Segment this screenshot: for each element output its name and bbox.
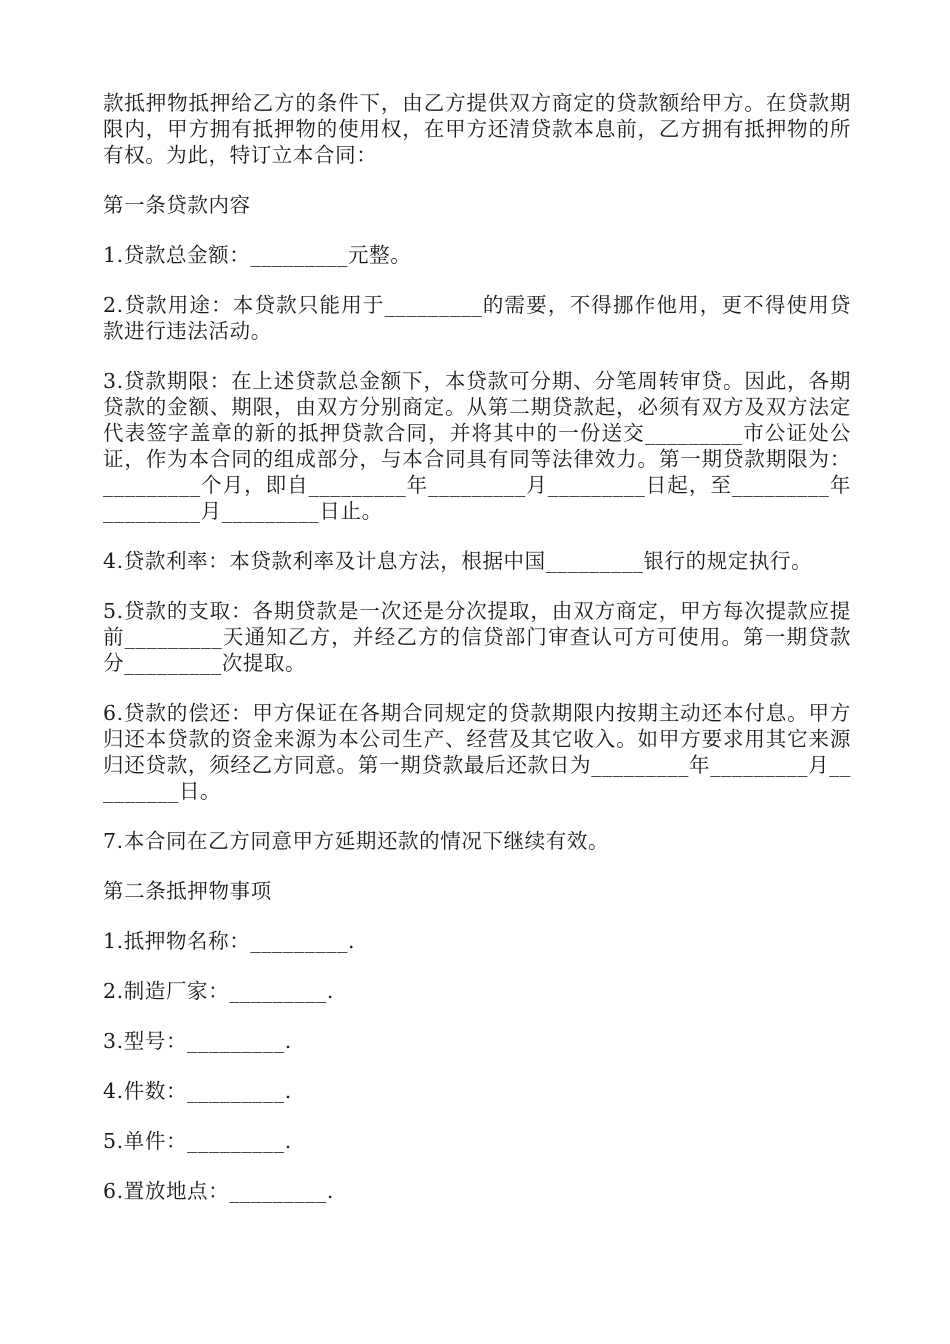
clause-loan-purpose: 2.贷款用途：本贷款只能用于_________的需要，不得挪作他用，更不得使用贷款进行违法活动。 bbox=[103, 293, 851, 343]
collateral-quantity: 4.件数：_________. bbox=[103, 1079, 292, 1103]
clause-loan-withdrawal: 5.贷款的支取：各期贷款是一次还是分次提取，由双方商定，甲方每次提款应提前_________天通知乙方，并经乙方的信贷部门审查认可方可使用。第一期贷款分_________次提取。 bbox=[103, 599, 851, 675]
clause-extension-validity: 7.本合同在乙方同意甲方延期还款的情况下继续有效。 bbox=[103, 829, 610, 853]
clause-total-amount: 1.贷款总金额：_________元整。 bbox=[103, 243, 412, 267]
section-heading-loan-content: 第一条贷款内容 bbox=[103, 193, 251, 217]
collateral-model: 3.型号：_________. bbox=[103, 1029, 292, 1053]
clause-loan-repayment: 6.贷款的偿还：甲方保证在各期合同规定的贷款期限内按期主动还本付息。甲方归还本贷款的资金来源为本公司生产、经营及其它收入。如甲方要求用其它来源归还贷款，须经乙方同意。第一期贷款最后还款日为_________年_________月_________日。 bbox=[103, 701, 851, 803]
clause-interest-rate: 4.贷款利率：本贷款利率及计息方法，根据中国_________银行的规定执行。 bbox=[103, 549, 813, 573]
collateral-location: 6.置放地点：_________. bbox=[103, 1179, 335, 1203]
section-heading-collateral: 第二条抵押物事项 bbox=[103, 879, 272, 903]
intro-paragraph: 款抵押物抵押给乙方的条件下，由乙方提供双方商定的贷款额给甲方。在贷款期限内，甲方拥有抵押物的使用权，在甲方还清贷款本息前，乙方拥有抵押物的所有权。为此，特订立本合同： bbox=[103, 91, 851, 167]
document-page bbox=[103, 90, 851, 1228]
collateral-manufacturer: 2.制造厂家：_________. bbox=[103, 979, 335, 1003]
clause-loan-term: 3.贷款期限：在上述贷款总金额下，本贷款可分期、分笔周转审贷。因此，各期贷款的金额、期限，由双方分别商定。从第二期贷款起，必须有双方及双方法定代表签字盖章的新的抵押贷款合同，并将其中的一份送交_________市公证处公证，作为本合同的组成部分，与本合同具有同等法律效力。第一期贷款期限为：_________个月，即自_________年_________月_________日起，至_________年_________月_________日止。 bbox=[103, 369, 851, 523]
collateral-name: 1.抵押物名称：_________. bbox=[103, 929, 356, 953]
collateral-unit: 5.单件：_________. bbox=[103, 1129, 292, 1153]
